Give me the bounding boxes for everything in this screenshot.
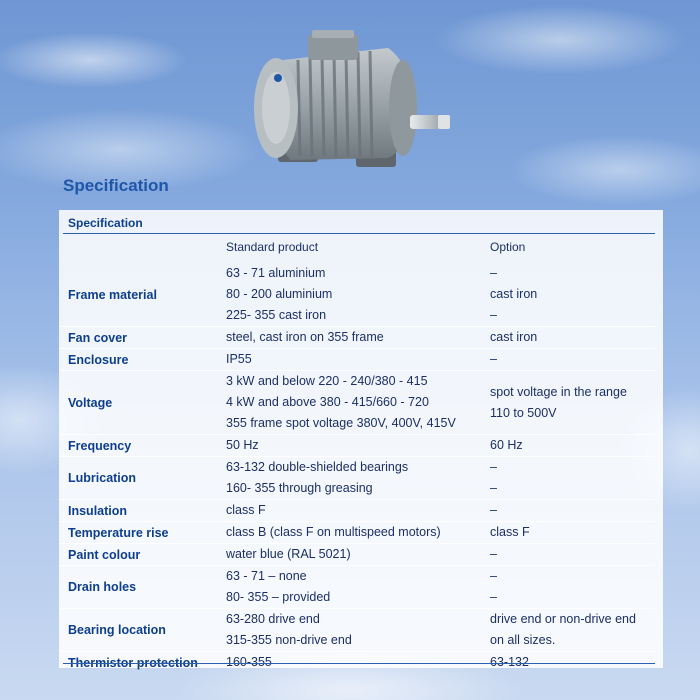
table-row — [59, 434, 655, 456]
option-value: 63-132 — [490, 655, 529, 669]
row-label: Bearing location — [68, 623, 166, 637]
option-value: spot voltage in the range — [490, 384, 627, 399]
table-row — [59, 456, 655, 499]
option-value: – — [490, 569, 497, 583]
option-cell — [490, 500, 660, 521]
standard-value: IP55 — [226, 352, 252, 366]
row-label: Frequency — [68, 438, 132, 453]
standard-cell — [226, 457, 476, 499]
electric-motor-icon — [238, 20, 458, 190]
option-value: drive end or non-drive end — [490, 612, 636, 626]
option-cell — [490, 327, 660, 348]
standard-value: 355 frame spot voltage 380V, 400V, 415V — [226, 416, 456, 430]
option-cell — [490, 371, 660, 434]
row-label: Frame material — [68, 287, 157, 302]
standard-value: 315-355 non-drive end — [226, 633, 352, 647]
title-divider — [63, 233, 655, 234]
row-label: Lubrication — [68, 471, 137, 485]
option-value: – — [490, 503, 497, 517]
option-value: – — [490, 481, 497, 495]
standard-value: 80- 355 – provided — [226, 590, 331, 604]
table-row — [59, 499, 655, 521]
standard-cell — [226, 349, 476, 370]
option-value: – — [490, 308, 497, 322]
row-label: Insulation — [68, 503, 128, 518]
bottom-divider — [63, 663, 655, 664]
standard-cell — [226, 566, 476, 608]
standard-cell — [226, 544, 476, 565]
standard-value: 3 kW and below 220 - 240/380 - 415 — [226, 374, 428, 388]
table-title: Specification — [68, 216, 143, 230]
specification-table — [59, 210, 663, 668]
table-body — [59, 263, 655, 673]
standard-value: 63-280 drive end — [226, 612, 320, 626]
option-cell — [490, 609, 660, 651]
option-cell — [490, 566, 660, 608]
option-cell — [490, 457, 660, 499]
standard-cell — [226, 609, 476, 651]
standard-value: 160-355 — [226, 655, 272, 669]
row-label: Paint colour — [68, 547, 141, 562]
row-label: Voltage — [68, 395, 113, 410]
row-label: Drain holes — [68, 580, 137, 594]
standard-cell — [226, 435, 476, 456]
table-row — [59, 348, 655, 370]
standard-value: 160- 355 through greasing — [226, 481, 373, 495]
option-cell — [490, 544, 660, 565]
option-value: on all sizes. — [490, 633, 556, 647]
table-row — [59, 543, 655, 565]
option-value: class F — [490, 525, 530, 539]
option-value: – — [490, 547, 497, 561]
table-row — [59, 370, 655, 434]
standard-value: water blue (RAL 5021) — [226, 547, 351, 561]
page-heading: Specification — [63, 176, 169, 195]
option-cell — [490, 435, 660, 456]
standard-value: class F — [226, 503, 266, 517]
option-cell — [490, 522, 660, 543]
option-value: – — [490, 590, 497, 604]
option-value: cast iron — [490, 330, 538, 344]
option-value: 60 Hz — [490, 438, 523, 452]
row-label: Fan cover — [68, 330, 128, 345]
standard-value: 4 kW and above 380 - 415/660 - 720 — [226, 395, 429, 409]
row-label: Temperature rise — [68, 525, 169, 540]
standard-cell — [226, 522, 476, 543]
row-label: Enclosure — [68, 352, 129, 367]
table-row — [59, 521, 655, 543]
standard-value: 50 Hz — [226, 438, 259, 452]
standard-cell — [226, 500, 476, 521]
option-value: – — [490, 460, 497, 474]
column-header-option: Option — [490, 240, 526, 254]
standard-value: 225- 355 cast iron — [226, 308, 327, 322]
standard-cell — [226, 371, 476, 434]
table-row — [59, 608, 655, 651]
standard-value: class B (class F on multispeed motors) — [226, 525, 441, 539]
option-value: – — [490, 266, 497, 280]
table-row — [59, 651, 655, 673]
row-label: Thermistor protection — [68, 655, 198, 670]
option-value: 110 to 500V — [490, 405, 557, 420]
table-row — [59, 326, 655, 348]
option-value: cast iron — [490, 287, 538, 301]
standard-value: 63-132 double-shielded bearings — [226, 460, 409, 474]
standard-value: 80 - 200 aluminium — [226, 287, 333, 301]
standard-value: 63 - 71 – none — [226, 569, 307, 583]
option-cell — [490, 263, 660, 326]
standard-cell — [226, 263, 476, 326]
table-row — [59, 565, 655, 608]
column-header-standard: Standard product — [226, 240, 319, 254]
option-value: – — [490, 352, 497, 366]
table-row — [59, 263, 655, 326]
standard-cell — [226, 327, 476, 348]
option-cell — [490, 349, 660, 370]
standard-value: 63 - 71 aluminium — [226, 266, 326, 280]
standard-value: steel, cast iron on 355 frame — [226, 330, 384, 344]
